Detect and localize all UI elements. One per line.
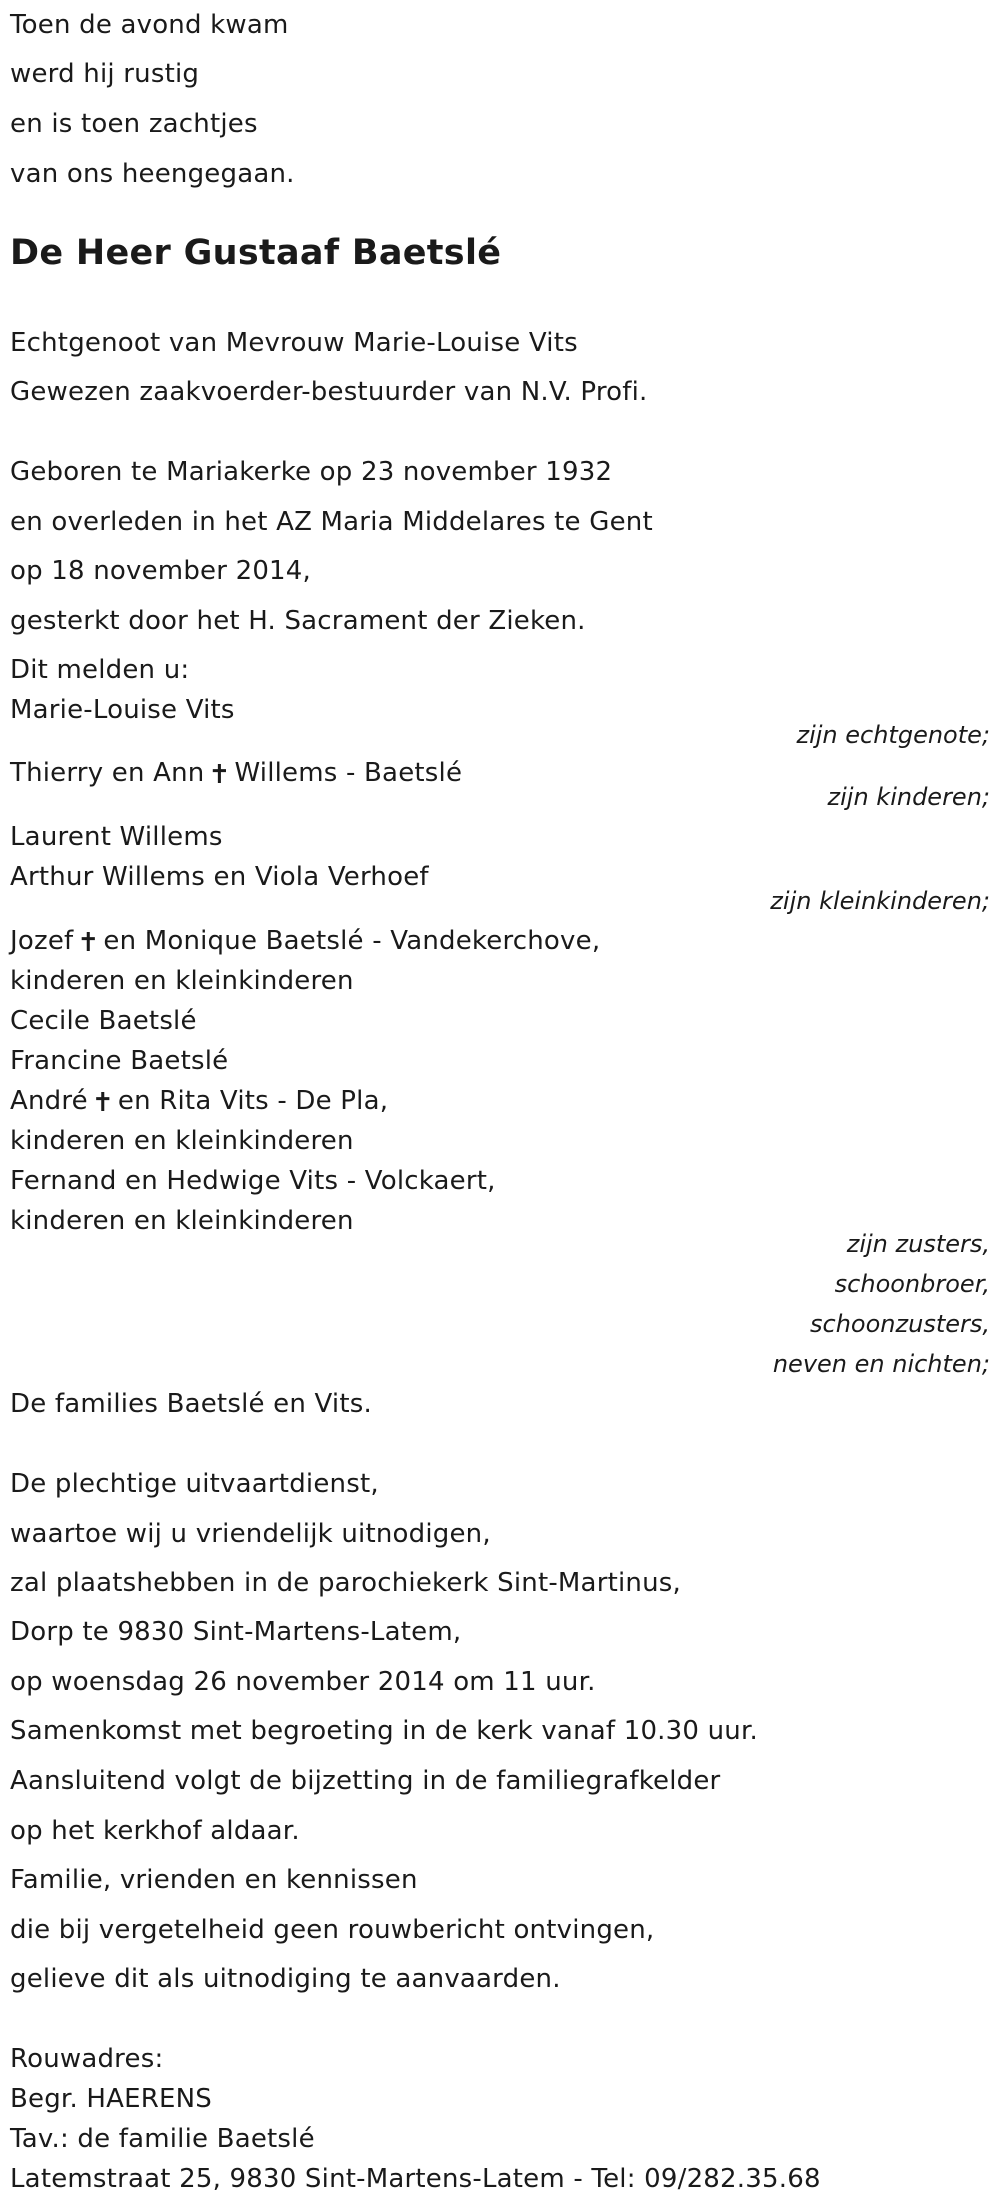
sibling-line — [10, 925, 600, 959]
service-line: Samenkomst met begroeting in de kerk vanaf 10.30 uur. — [10, 1716, 758, 1746]
address-line: Tav.: de familie Baetslé — [10, 2124, 315, 2154]
siblings-role: zijn zusters, — [846, 1230, 990, 1258]
life-line: en overleden in het AZ Maria Middelares te Gent — [10, 507, 653, 537]
address-line: Latemstraat 25, 9830 Sint-Martens-Latem - Tel: 09/282.35.68 — [10, 2164, 821, 2194]
service-line: op het kerkhof aldaar. — [10, 1816, 300, 1846]
spouse-role: zijn echtgenote; — [796, 721, 990, 749]
grandchild-name: Arthur Willems en Viola Verhoef — [10, 862, 429, 892]
relation-line: Echtgenoot van Mevrouw Marie-Louise Vits — [10, 328, 578, 358]
siblings-role: schoonbroer, — [834, 1270, 990, 1298]
life-line: Geboren te Mariakerke op 23 november 1932 — [10, 457, 613, 487]
cross-icon: ✝ — [77, 928, 100, 958]
address-line: Rouwadres: — [10, 2044, 164, 2074]
service-line: Aansluitend volgt de bijzetting in de familiegrafkelder — [10, 1766, 721, 1796]
sibling-name-pre: André — [10, 1086, 88, 1116]
cross-icon: ✝ — [208, 760, 231, 790]
children-line — [10, 757, 462, 791]
sibling-line: Fernand en Hedwige Vits - Volckaert, — [10, 1166, 496, 1196]
sibling-line: kinderen en kleinkinderen — [10, 966, 354, 996]
service-line: De plechtige uitvaartdienst, — [10, 1469, 379, 1499]
relation-line: Gewezen zaakvoerder-bestuurder van N.V. Profi. — [10, 377, 648, 407]
address-line: Begr. HAERENS — [10, 2084, 212, 2114]
life-line: op 18 november 2014, — [10, 556, 312, 586]
siblings-role: schoonzusters, — [810, 1310, 990, 1338]
sibling-name-post: en Monique Baetslé - Vandekerchove, — [103, 926, 601, 956]
deceased-name: De Heer Gustaaf Baetslé — [10, 233, 502, 273]
families-line: De families Baetslé en Vits. — [10, 1389, 372, 1419]
sibling-line: kinderen en kleinkinderen — [10, 1206, 354, 1236]
service-line: die bij vergetelheid geen rouwbericht ontvingen, — [10, 1915, 655, 1945]
service-line: op woensdag 26 november 2014 om 11 uur. — [10, 1667, 596, 1697]
grandchild-name: Laurent Willems — [10, 822, 223, 852]
cross-icon: ✝ — [91, 1088, 114, 1118]
service-line: gelieve dit als uitnodiging te aanvaarden. — [10, 1964, 561, 1994]
service-line: Familie, vrienden en kennissen — [10, 1865, 418, 1895]
poem-line: en is toen zachtjes — [10, 109, 258, 139]
announce-intro: Dit melden u: — [10, 655, 190, 685]
poem-line: van ons heengegaan. — [10, 159, 295, 189]
spouse-name: Marie-Louise Vits — [10, 695, 235, 725]
children-role: zijn kinderen; — [827, 783, 990, 811]
sibling-line: Francine Baetslé — [10, 1046, 229, 1076]
sibling-line: kinderen en kleinkinderen — [10, 1126, 354, 1156]
service-line: Dorp te 9830 Sint-Martens-Latem, — [10, 1617, 462, 1647]
service-line: zal plaatshebben in de parochiekerk Sint-Martinus, — [10, 1568, 681, 1598]
sibling-line: Cecile Baetslé — [10, 1006, 197, 1036]
poem-line: Toen de avond kwam — [10, 10, 289, 40]
siblings-role: neven en nichten; — [772, 1350, 990, 1378]
children-name-post: Willems - Baetslé — [234, 758, 463, 788]
children-name-pre: Thierry en Ann — [10, 758, 205, 788]
sibling-name-post: en Rita Vits - De Pla, — [117, 1086, 389, 1116]
poem-line: werd hij rustig — [10, 59, 200, 89]
life-line: gesterkt door het H. Sacrament der Zieken. — [10, 606, 586, 636]
sibling-line — [10, 1085, 388, 1119]
service-line: waartoe wij u vriendelijk uitnodigen, — [10, 1519, 491, 1549]
grandchildren-role: zijn kleinkinderen; — [770, 887, 990, 915]
sibling-name-pre: Jozef — [10, 926, 74, 956]
